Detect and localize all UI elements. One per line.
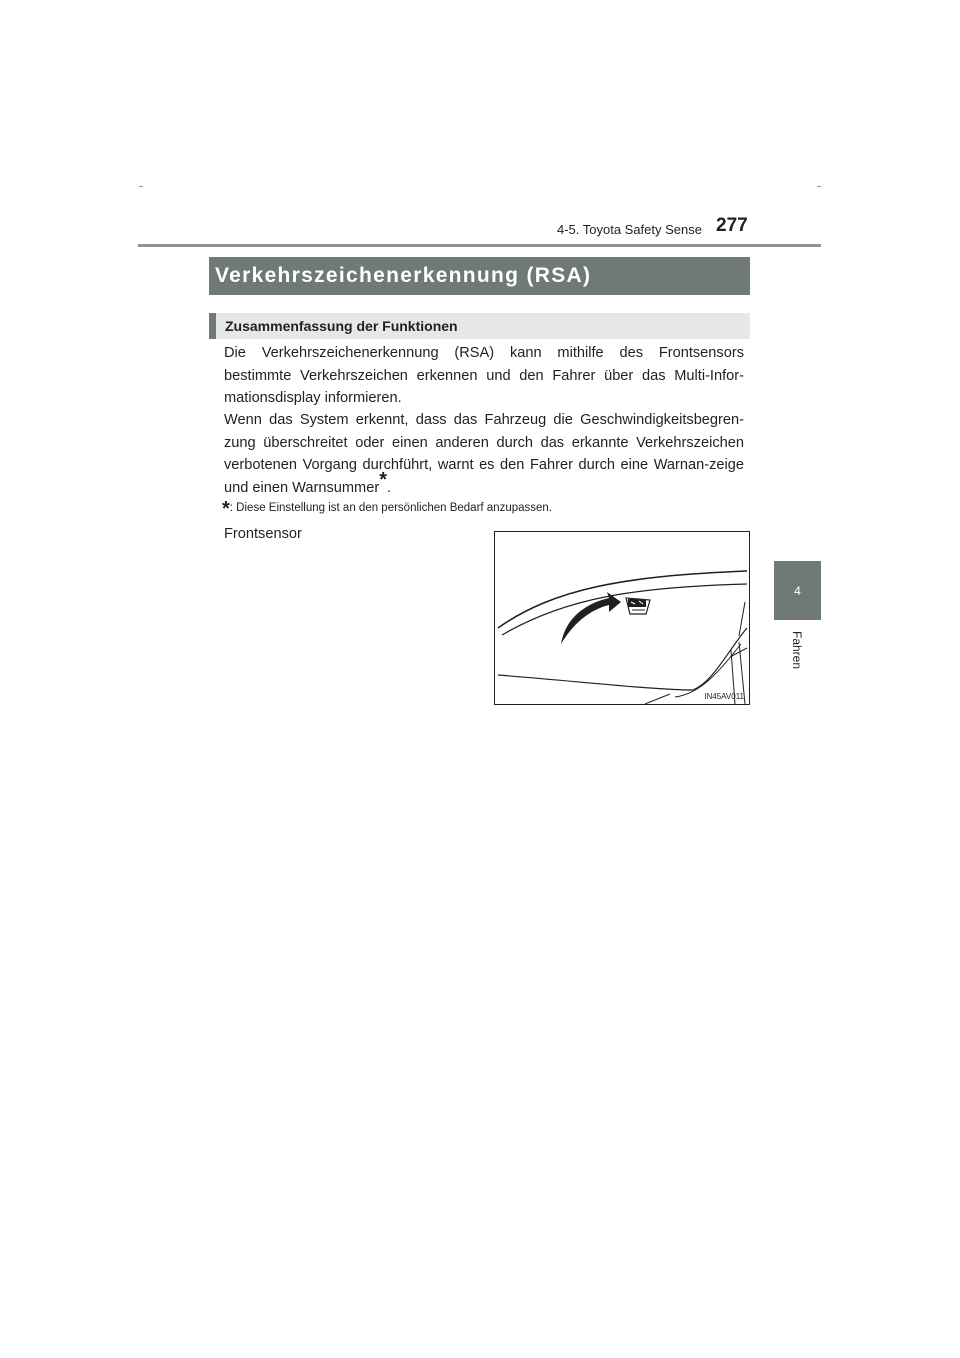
footnote-asterisk: * bbox=[222, 498, 230, 520]
front-sensor-figure bbox=[494, 531, 750, 705]
section-header: 4-5. Toyota Safety Sense bbox=[556, 222, 702, 237]
footnote-text: : Diese Einstellung ist an den persönlichen Bedarf anzupassen. bbox=[229, 502, 552, 514]
page-number: 277 bbox=[716, 215, 748, 236]
chapter-number: 4 bbox=[794, 583, 801, 598]
crop-mark-right bbox=[817, 186, 821, 187]
page-title-text: Verkehrszeichenerkennung (RSA) bbox=[215, 264, 592, 287]
page-title bbox=[209, 257, 750, 295]
paragraph-intro: Die Verkehrszeichenerkennung (RSA) kann mithilfe des Frontsensors bestimmte Verkehrszeichen erkennen und den Fahrer über das Multi-Infor-mationsdisplay informieren. bbox=[224, 345, 744, 406]
asterisk-marker: * bbox=[379, 468, 387, 491]
subheading bbox=[209, 313, 750, 339]
header-divider bbox=[138, 244, 821, 247]
sensor-icon bbox=[495, 532, 750, 705]
figure-caption-label: Frontsensor bbox=[224, 526, 302, 542]
footnote bbox=[222, 498, 750, 521]
paragraph-warning bbox=[224, 409, 744, 499]
chapter-label: Fahren bbox=[790, 631, 804, 670]
paragraph-warning-end: . bbox=[387, 479, 392, 496]
figure-code: IN45AV011 bbox=[704, 692, 744, 701]
paragraph-warning-text: Wenn das System erkennt, dass das Fahrzeug die Geschwindigkeitsbegren-zung überschreitet oder einen anderen durch das erkannte Verkehrszeichen verbotenen Vorgang durchführt, warnt es den Fahrer durch eine Warnan-zeige und einen Warnsummer bbox=[224, 412, 744, 496]
subheading-text: Zusammenfassung der Funktionen bbox=[225, 318, 458, 334]
crop-mark-left bbox=[139, 186, 143, 187]
chapter-tab bbox=[774, 561, 821, 620]
